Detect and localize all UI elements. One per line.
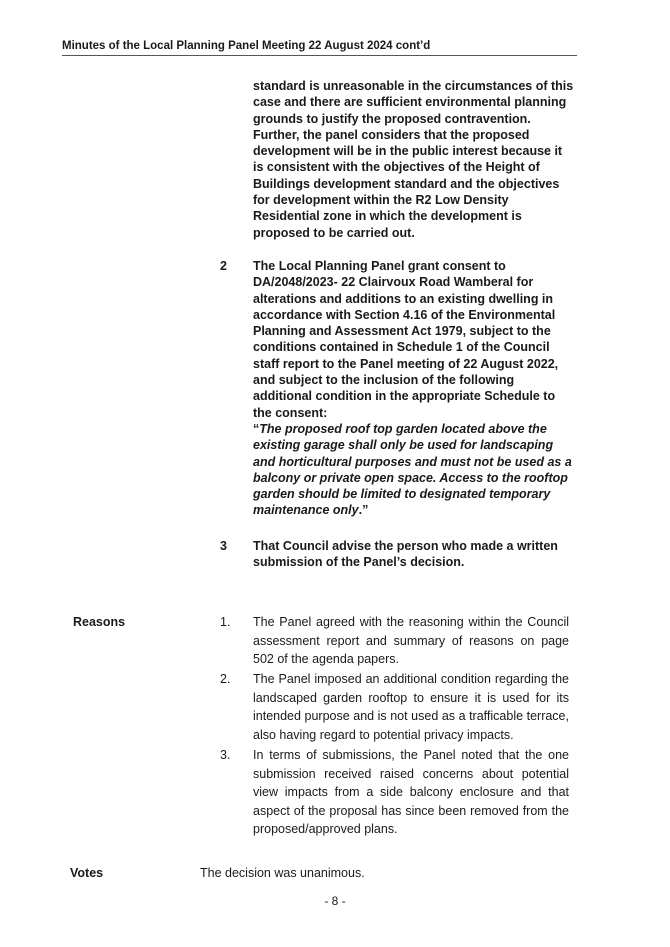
- reason-2-text: The Panel imposed an additional condition regarding the landscaped garden rooftop to ensure it is used for its intended purpose and is not used as a trafficable terrace, also having regard to potential privacy impacts.: [253, 672, 569, 742]
- quote-close: .”: [358, 503, 369, 518]
- reasons-label: Reasons: [73, 615, 126, 629]
- page-number: - 8 -: [324, 894, 346, 908]
- votes-label: Votes: [70, 866, 104, 880]
- reason-1-number: 1.: [220, 615, 231, 629]
- reason-3-text: In terms of submissions, the Panel noted that the one submission received raised concerns about potential view impacts from a side balcony enclosure and that aspect of the proposal has since been removed from the proposed/approved plans.: [253, 748, 569, 837]
- item-2-text: [253, 258, 575, 519]
- item-continued-text: standard is unreasonable in the circumstances of this case and there are sufficient environmental planning grounds to justify the proposed contravention. Further, the panel considers that the proposed development will be in the public interest because it is consistent with the objectives of the Height of Buildings development standard and the objectives for development within the R2 Low Density Residential zone in which the development is proposed to be carried out.: [253, 79, 574, 240]
- page-header: Minutes of the Local Planning Panel Meeting 22 August 2024 cont’d: [62, 40, 577, 56]
- item-2-condition-quote: The proposed roof top garden located above the existing garage shall only be used for landscaping and horticultural purposes and must not be used as a balcony or private open space. Access to the rooftop garden should be limited to designated temporary maintenance only: [253, 421, 572, 518]
- quote-open: “: [253, 421, 260, 436]
- item-3-number: 3: [220, 539, 227, 553]
- reason-3-number: 3.: [220, 748, 231, 762]
- item-3-text: That Council advise the person who made a written submission of the Panel’s decision.: [253, 539, 558, 570]
- reason-1-text: The Panel agreed with the reasoning within the Council assessment report and summary of reasons on page 502 of the agenda papers.: [253, 615, 569, 667]
- item-2-body: The Local Planning Panel grant consent to DA/2048/2023- 22 Clairvoux Road Wamberal for alterations and additions to an existing dwelling in accordance with Section 4.16 of the Environmental Planning and Assessment Act 1979, subject to the conditions contained in Schedule 1 of the Council staff report to the Panel meeting of 22 August 2022, and subject to the inclusion of the following additional condition in the appropriate Schedule to the consent:: [253, 259, 559, 420]
- reason-2-number: 2.: [220, 672, 231, 686]
- item-2-number: 2: [220, 259, 227, 273]
- votes-text: The decision was unanimous.: [200, 866, 365, 880]
